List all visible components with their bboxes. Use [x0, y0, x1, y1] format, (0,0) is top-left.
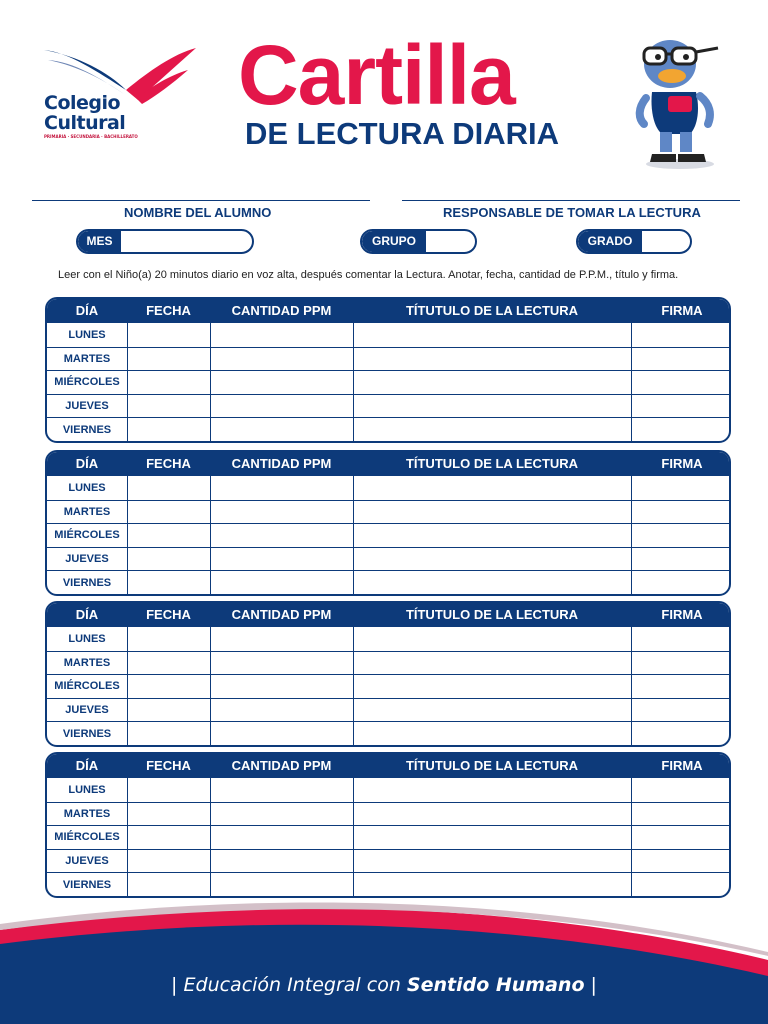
entry-cell[interactable] [631, 348, 731, 371]
entry-cell[interactable] [631, 675, 731, 698]
entry-cell[interactable] [353, 323, 631, 347]
column-header: CANTIDAD PPM [231, 456, 332, 471]
entry-cell[interactable] [210, 778, 353, 802]
day-label: LUNES [68, 481, 106, 494]
entry-cell[interactable] [631, 571, 731, 594]
responsible-label: RESPONSABLE DE TOMAR LA LECTURA [443, 205, 701, 220]
page-subtitle: DE LECTURA DIARIA [245, 116, 560, 151]
column-header: FIRMA [661, 607, 703, 622]
entry-cell[interactable] [353, 778, 631, 802]
day-label: VIERNES [62, 576, 112, 589]
entry-cell[interactable] [353, 371, 631, 394]
entry-cell[interactable] [210, 548, 353, 571]
day-label: JUEVES [65, 855, 109, 868]
entry-cell[interactable] [353, 548, 631, 571]
column-header: TÍTUTULO DE LA LECTURA [405, 607, 579, 622]
month-field[interactable] [76, 229, 254, 254]
entry-cell[interactable] [631, 803, 731, 826]
day-label: MIÉRCOLES [54, 529, 120, 542]
table-row [47, 547, 729, 571]
column-header: DÍA [75, 303, 99, 318]
entry-cell[interactable] [631, 699, 731, 722]
entry-cell[interactable] [127, 850, 210, 873]
entry-cell[interactable] [353, 850, 631, 873]
entry-cell[interactable] [210, 348, 353, 371]
entry-cell[interactable] [210, 524, 353, 547]
entry-cell[interactable] [127, 627, 210, 651]
day-label: VIERNES [62, 727, 112, 740]
day-label: MIÉRCOLES [54, 680, 120, 693]
day-label: JUEVES [65, 704, 109, 717]
entry-cell[interactable] [210, 371, 353, 394]
entry-cell[interactable] [353, 501, 631, 524]
entry-cell[interactable] [210, 627, 353, 651]
grade-field[interactable] [576, 229, 692, 254]
entry-cell[interactable] [353, 348, 631, 371]
table-row [47, 476, 729, 500]
instructions-text: Leer con el Niño(a) 20 minutos diario en voz alta, después comentar la Lectura. Anotar, fecha, cantidad de P.P.M., título y firma. [58, 269, 679, 281]
table-row [47, 825, 729, 849]
column-header: FIRMA [661, 758, 703, 773]
entry-cell[interactable] [210, 476, 353, 500]
column-header: DÍA [75, 758, 99, 773]
entry-cell[interactable] [127, 826, 210, 849]
table-header [47, 299, 729, 323]
column-header: FECHA [146, 456, 191, 471]
table-row [47, 721, 729, 745]
table-row [47, 370, 729, 394]
entry-cell[interactable] [210, 501, 353, 524]
column-header: TÍTUTULO DE LA LECTURA [405, 303, 579, 318]
group-field[interactable] [360, 229, 477, 254]
table-row [47, 417, 729, 441]
column-header: CANTIDAD PPM [231, 607, 332, 622]
entry-cell[interactable] [631, 722, 731, 745]
reading-table-week-4 [45, 752, 731, 898]
reading-table-week-2 [45, 450, 731, 596]
entry-cell[interactable] [353, 476, 631, 500]
entry-cell[interactable] [210, 722, 353, 745]
entry-cell[interactable] [210, 652, 353, 675]
day-label: MARTES [63, 807, 111, 820]
table-row [47, 778, 729, 802]
entry-cell[interactable] [631, 418, 731, 441]
footer-wave [0, 890, 768, 1024]
entry-cell[interactable] [353, 418, 631, 441]
column-header: FIRMA [661, 303, 703, 318]
entry-cell[interactable] [353, 627, 631, 651]
entry-cell[interactable] [210, 418, 353, 441]
day-label: VIERNES [62, 423, 112, 436]
slogan-part1: Educación Integral con [183, 974, 407, 996]
table-header [47, 452, 729, 476]
entry-cell[interactable] [353, 722, 631, 745]
entry-cell[interactable] [127, 675, 210, 698]
table-row [47, 523, 729, 547]
table-row [47, 627, 729, 651]
day-label: LUNES [68, 328, 106, 341]
column-header: DÍA [75, 456, 99, 471]
table-row [47, 347, 729, 371]
day-label: LUNES [68, 632, 106, 645]
entry-cell[interactable] [127, 803, 210, 826]
reading-table-week-3 [45, 601, 731, 747]
column-header: CANTIDAD PPM [231, 758, 332, 773]
eagle-mascot-icon [628, 30, 728, 172]
entry-cell[interactable] [631, 323, 731, 347]
entry-cell[interactable] [210, 675, 353, 698]
column-header: CANTIDAD PPM [231, 303, 332, 318]
table-header [47, 603, 729, 627]
day-label: MARTES [63, 352, 111, 365]
day-label: MARTES [63, 505, 111, 518]
entry-cell[interactable] [127, 418, 210, 441]
school-logo [38, 42, 198, 142]
column-header: FECHA [146, 303, 191, 318]
entry-cell[interactable] [353, 524, 631, 547]
entry-cell[interactable] [210, 699, 353, 722]
entry-cell[interactable] [631, 371, 731, 394]
entry-cell[interactable] [210, 803, 353, 826]
entry-cell[interactable] [127, 371, 210, 394]
entry-cell[interactable] [631, 395, 731, 418]
entry-cell[interactable] [127, 571, 210, 594]
entry-cell[interactable] [353, 652, 631, 675]
entry-cell[interactable] [127, 323, 210, 347]
entry-cell[interactable] [631, 476, 731, 500]
column-header: TÍTUTULO DE LA LECTURA [405, 758, 579, 773]
table-row [47, 849, 729, 873]
entry-cell[interactable] [353, 571, 631, 594]
entry-cell[interactable] [631, 652, 731, 675]
group-label: GRUPO [362, 231, 426, 252]
footer-slogan: | Educación Integral con Sentido Humano | [171, 974, 597, 996]
logo-text-line1: Colegio [44, 92, 121, 114]
entry-cell[interactable] [210, 395, 353, 418]
entry-cell[interactable] [210, 571, 353, 594]
entry-cell[interactable] [127, 699, 210, 722]
entry-cell[interactable] [631, 627, 731, 651]
student-name-label: NOMBRE DEL ALUMNO [124, 205, 272, 220]
grade-label: GRADO [578, 231, 642, 252]
entry-cell[interactable] [353, 803, 631, 826]
day-label: JUEVES [65, 400, 109, 413]
entry-cell[interactable] [127, 652, 210, 675]
slogan-part2: Sentido Humano [406, 974, 585, 996]
table-row [47, 570, 729, 594]
entry-cell[interactable] [631, 548, 731, 571]
column-header: TÍTUTULO DE LA LECTURA [405, 456, 579, 471]
entry-cell[interactable] [631, 850, 731, 873]
table-row [47, 674, 729, 698]
entry-cell[interactable] [631, 524, 731, 547]
entry-cell[interactable] [353, 826, 631, 849]
entry-cell[interactable] [631, 826, 731, 849]
table-row [47, 698, 729, 722]
day-label: VIERNES [62, 878, 112, 891]
entry-cell[interactable] [127, 501, 210, 524]
entry-cell[interactable] [631, 501, 731, 524]
reading-table-week-1 [45, 297, 731, 443]
column-header: FECHA [146, 607, 191, 622]
entry-cell[interactable] [353, 675, 631, 698]
table-row [47, 802, 729, 826]
table-row [47, 323, 729, 347]
column-header: FIRMA [661, 456, 703, 471]
day-label: MIÉRCOLES [54, 376, 120, 389]
entry-cell[interactable] [353, 395, 631, 418]
responsible-line[interactable] [402, 200, 740, 201]
entry-cell[interactable] [210, 826, 353, 849]
logo-text-line2: Cultural [44, 112, 126, 134]
table-row [47, 500, 729, 524]
entry-cell[interactable] [210, 850, 353, 873]
table-row [47, 651, 729, 675]
column-header: DÍA [75, 607, 99, 622]
entry-cell[interactable] [127, 524, 210, 547]
day-label: MARTES [63, 656, 111, 669]
month-label: MES [78, 231, 121, 252]
logo-subtitle: PRIMARIA · SECUNDARIA · BACHILLERATO [44, 134, 138, 139]
student-name-line[interactable] [32, 200, 370, 201]
column-header: FECHA [146, 758, 191, 773]
page-title: Cartilla [238, 28, 515, 122]
entry-cell[interactable] [127, 395, 210, 418]
entry-cell[interactable] [127, 476, 210, 500]
entry-cell[interactable] [631, 778, 731, 802]
entry-cell[interactable] [127, 548, 210, 571]
table-row [47, 394, 729, 418]
day-label: MIÉRCOLES [54, 831, 120, 844]
day-label: JUEVES [65, 553, 109, 566]
entry-cell[interactable] [127, 722, 210, 745]
entry-cell[interactable] [127, 778, 210, 802]
entry-cell[interactable] [127, 348, 210, 371]
table-header [47, 754, 729, 778]
entry-cell[interactable] [353, 699, 631, 722]
day-label: LUNES [68, 783, 106, 796]
entry-cell[interactable] [210, 323, 353, 347]
